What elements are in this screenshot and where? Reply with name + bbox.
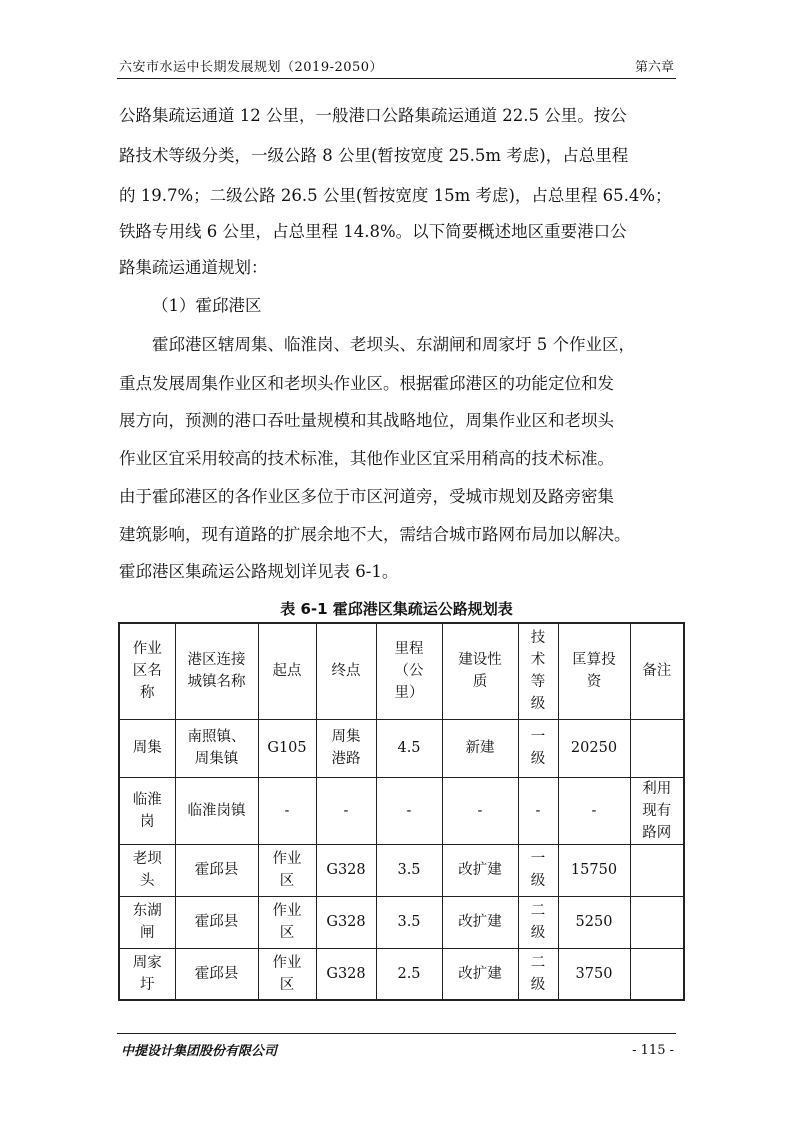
data-cell-text: - [406,802,412,819]
header-cell [518,623,558,719]
data-cell-text: 3.5 [397,914,421,930]
data-cell-text: 头 [140,873,155,889]
data-cell-text: G328 [326,965,366,982]
data-cell [316,948,376,1000]
data-cell [558,777,630,844]
header-cell-text: 里） [394,685,424,702]
paragraph-1-line-1: 公路集疏运通道 12 公里，一般港口公路集疏运通道 22.5 公里。按公 [119,106,627,125]
data-cell-text: 作业 [272,851,302,867]
data-cell-text: 改扩建 [458,862,502,878]
data-cell-text: 改扩建 [458,965,502,982]
paragraph-2-line-5: 由于霍邱港区的各作业区多位于市区河道旁，受城市规划及路旁密集 [119,487,614,506]
header-cell-text: 质 [472,674,488,691]
data-cell [376,948,442,1000]
paragraph-2-line-2: 重点发展周集作业区和老坝头作业区。根据霍邱港区的功能定位和发 [119,374,614,393]
header-cell-text: 备注 [642,663,672,680]
table-caption: 表 6-1 霍邱港区集疏运公路规划表 [280,600,513,618]
header-cell [442,623,518,719]
data-cell [442,896,518,948]
data-cell-text: - [591,802,597,819]
data-cell-text: 4.5 [397,740,421,756]
data-cell [518,719,558,777]
data-cell [258,896,316,948]
data-cell-text: 3750 [575,965,613,982]
data-cell-text: 周集镇 [194,751,239,767]
data-cell-text: G328 [326,914,366,930]
data-cell-text: 周集 [132,740,162,756]
data-cell-text: 闸 [140,925,155,941]
table-row [119,948,684,1000]
data-cell [258,777,316,844]
data-cell [442,719,518,777]
footer-company: 中提设计集团股份有限公司 [121,1044,278,1059]
data-cell [119,844,175,896]
header-cell-text: 里程 [394,641,424,658]
paragraph-2-line-3: 展方向，预测的港口吞吐量规模和其战略地位，周集作业区和老坝头 [119,411,614,430]
data-cell [558,719,630,777]
data-cell [316,777,376,844]
header-cell-text: 术 [530,652,546,669]
data-cell [119,896,175,948]
paragraph-1-line-5: 路集疏运通道规划： [119,258,268,277]
header-cell [558,623,630,719]
data-cell [376,896,442,948]
data-cell-text: 路网 [642,824,672,841]
paragraph-1-line-4: 铁路专用线 6 公里，占总里程 14.8%。以下简要概述地区重要港口公 [119,222,627,241]
header-cell-text: 城镇名称 [187,674,246,691]
data-cell [558,844,630,896]
data-cell-text: 利用 [642,780,672,797]
data-cell [442,777,518,844]
data-cell [175,844,258,896]
paragraph-2-line-4: 作业区宜采用较高的技术标准，其他作业区宜采用稍高的技术标准。 [119,449,614,468]
paragraph-2-line-7: 霍邱港区集疏运公路规划详见表 6-1。 [119,562,399,581]
data-cell-text: 南照镇、 [187,729,246,745]
data-cell-text: 二 [530,903,546,919]
data-cell [119,777,175,844]
data-cell-text: - [477,802,483,819]
data-cell-text: G105 [267,740,307,756]
data-cell-text: 临淮 [132,791,162,808]
table-row [119,844,684,896]
header-cell-text: 技 [530,630,546,647]
data-cell [518,948,558,1000]
page-header-title: 六安市水运中长期发展规划（2019-2050） [119,60,384,75]
header-cell-text: 称 [140,685,155,702]
header-cell-text: 终点 [331,663,361,680]
port-road-plan-table [118,622,685,1001]
data-cell [376,844,442,896]
data-cell [376,777,442,844]
header-cell-text: 资 [586,674,602,691]
data-cell-text: 港路 [331,751,361,767]
data-cell-text: - [343,802,349,819]
paragraph-1-line-2: 路技术等级分类，一级公路 8 公里(暂按宽度 25.5m 考虑)，占总里程 [119,146,629,165]
data-cell-text: 级 [530,976,546,993]
data-cell-text: 20250 [570,740,618,756]
data-cell-text: 改扩建 [458,914,502,930]
data-cell-text: 一 [530,851,546,867]
header-cell [119,623,175,719]
header-cell-text: 起点 [272,663,302,680]
data-cell [518,896,558,948]
data-cell [518,844,558,896]
header-cell [258,623,316,719]
data-cell-text: 现有 [642,802,672,819]
header-cell-text: （公 [394,663,424,680]
data-cell [558,948,630,1000]
data-cell [258,844,316,896]
data-cell-text: 霍邱县 [194,965,239,982]
header-cell-text: 建设性 [458,652,502,669]
data-cell-text: 15750 [570,862,618,878]
data-cell-text: 周集 [331,729,361,745]
data-cell-text: 岗 [140,813,155,830]
data-cell [518,777,558,844]
table-row [119,896,684,948]
header-cell-text: 等 [530,674,546,691]
data-cell-text: 作业 [272,903,302,919]
subheading: （1）霍邱港区 [152,296,262,315]
data-cell [630,719,684,777]
table-header-row [119,623,684,719]
data-cell [316,896,376,948]
footer-rule [117,1033,676,1034]
data-cell [376,719,442,777]
data-cell-text: - [535,802,541,819]
data-cell-text: 老坝 [132,851,162,867]
header-cell [316,623,376,719]
page-header-chapter: 第六章 [634,60,674,75]
data-cell-text: - [284,802,290,819]
data-cell [316,719,376,777]
header-cell [175,623,258,719]
data-cell-text: 霍邱县 [194,862,239,878]
data-cell [175,896,258,948]
header-rule [117,78,676,79]
data-cell-text: 区 [279,976,295,993]
data-cell-text: 3.5 [397,862,421,878]
data-cell [119,948,175,1000]
header-cell-text: 作业 [132,641,162,658]
data-cell [316,844,376,896]
data-cell-text: 新建 [465,740,495,756]
paragraph-1-line-3: 的 19.7%；二级公路 26.5 公里(暂按宽度 15m 考虑)，占总里程 65.4%； [119,186,672,205]
header-cell-text: 港区连接 [187,652,246,669]
data-cell [442,948,518,1000]
data-cell-text: 区 [279,873,295,889]
paragraph-2-line-1: 霍邱港区辖周集、临淮岗、老坝头、东湖闸和周家圩 5 个作业区， [152,335,635,354]
data-cell-text: 霍邱县 [194,914,239,930]
data-cell [175,719,258,777]
data-cell-text: G328 [326,862,366,878]
data-cell [630,844,684,896]
data-cell-text: 级 [530,873,546,889]
header-cell [376,623,442,719]
data-cell-text: 圩 [140,976,155,993]
data-cell-text: 一 [530,729,546,745]
data-cell-text: 临淮岗镇 [187,802,246,819]
data-cell [175,948,258,1000]
paragraph-2-line-6: 建筑影响，现有道路的扩展余地不大，需结合城市路网布局加以解决。 [119,525,631,544]
data-cell [442,844,518,896]
data-cell [258,719,316,777]
data-cell [558,896,630,948]
data-cell-text: 级 [530,751,546,767]
header-cell-text: 级 [530,696,546,713]
data-cell [630,948,684,1000]
page-number: - 115 - [632,1043,674,1058]
data-cell [175,777,258,844]
table-row [119,719,684,777]
data-cell [630,777,684,844]
data-cell-text: 二 [530,954,546,971]
data-cell [119,719,175,777]
data-cell-text: 周家 [132,954,162,971]
data-cell-text: 作业 [272,954,302,971]
table-row [119,777,684,844]
data-cell [258,948,316,1000]
data-cell-text: 东湖 [132,903,162,919]
data-cell-text: 区 [279,925,295,941]
data-cell-text: 5250 [575,914,613,930]
header-cell-text: 匡算投 [572,652,616,669]
header-cell [630,623,684,719]
data-cell-text: 2.5 [397,965,421,982]
data-cell [630,896,684,948]
header-cell-text: 区名 [132,663,162,680]
data-cell-text: 级 [530,925,546,941]
